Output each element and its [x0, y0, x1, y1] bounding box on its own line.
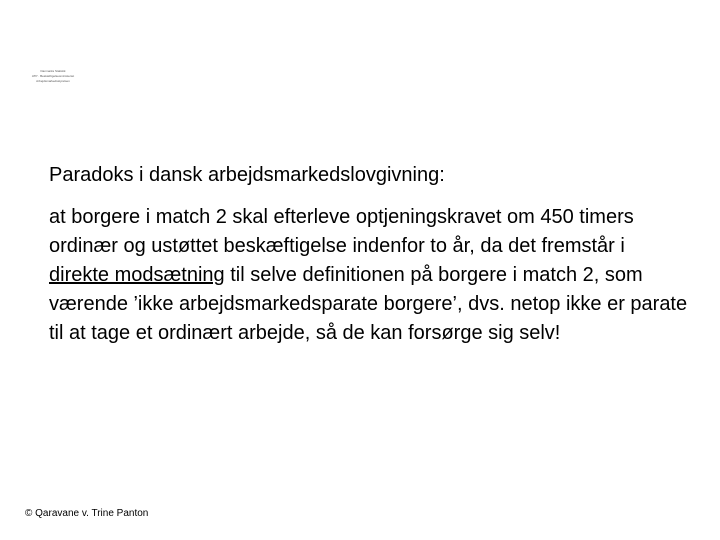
source-note-line: Arbejdsmarkedsstyrelsen — [36, 79, 70, 83]
copyright-footer: © Qaravane v. Trine Panton — [25, 508, 149, 519]
source-notes — [8, 69, 98, 84]
body-text-part: at borgere i match 2 skal efterleve optjeningskravet om 450 timers ordinær og ustøttet beskæftigelse indenfor to år, da det fremstår i — [49, 206, 634, 257]
slide-heading: Paradoks i dansk arbejdsmarkedslovgivning: — [49, 164, 445, 186]
source-note-line: Danmarks Statistik — [40, 69, 66, 73]
slide-body-text — [49, 203, 689, 348]
underlined-phrase: direkte modsætning — [49, 264, 225, 286]
source-note-line: ATP · Beskæftigelsesministeriet — [31, 74, 75, 78]
body-text-part: til selve definitionen på borgere i match 2, som værende ’ikke arbejdsmarkedsparate borgere’, dvs. netop ikke er parate til at tage et ordinært arbejde, så de kan forsørge sig selv! — [49, 264, 688, 344]
